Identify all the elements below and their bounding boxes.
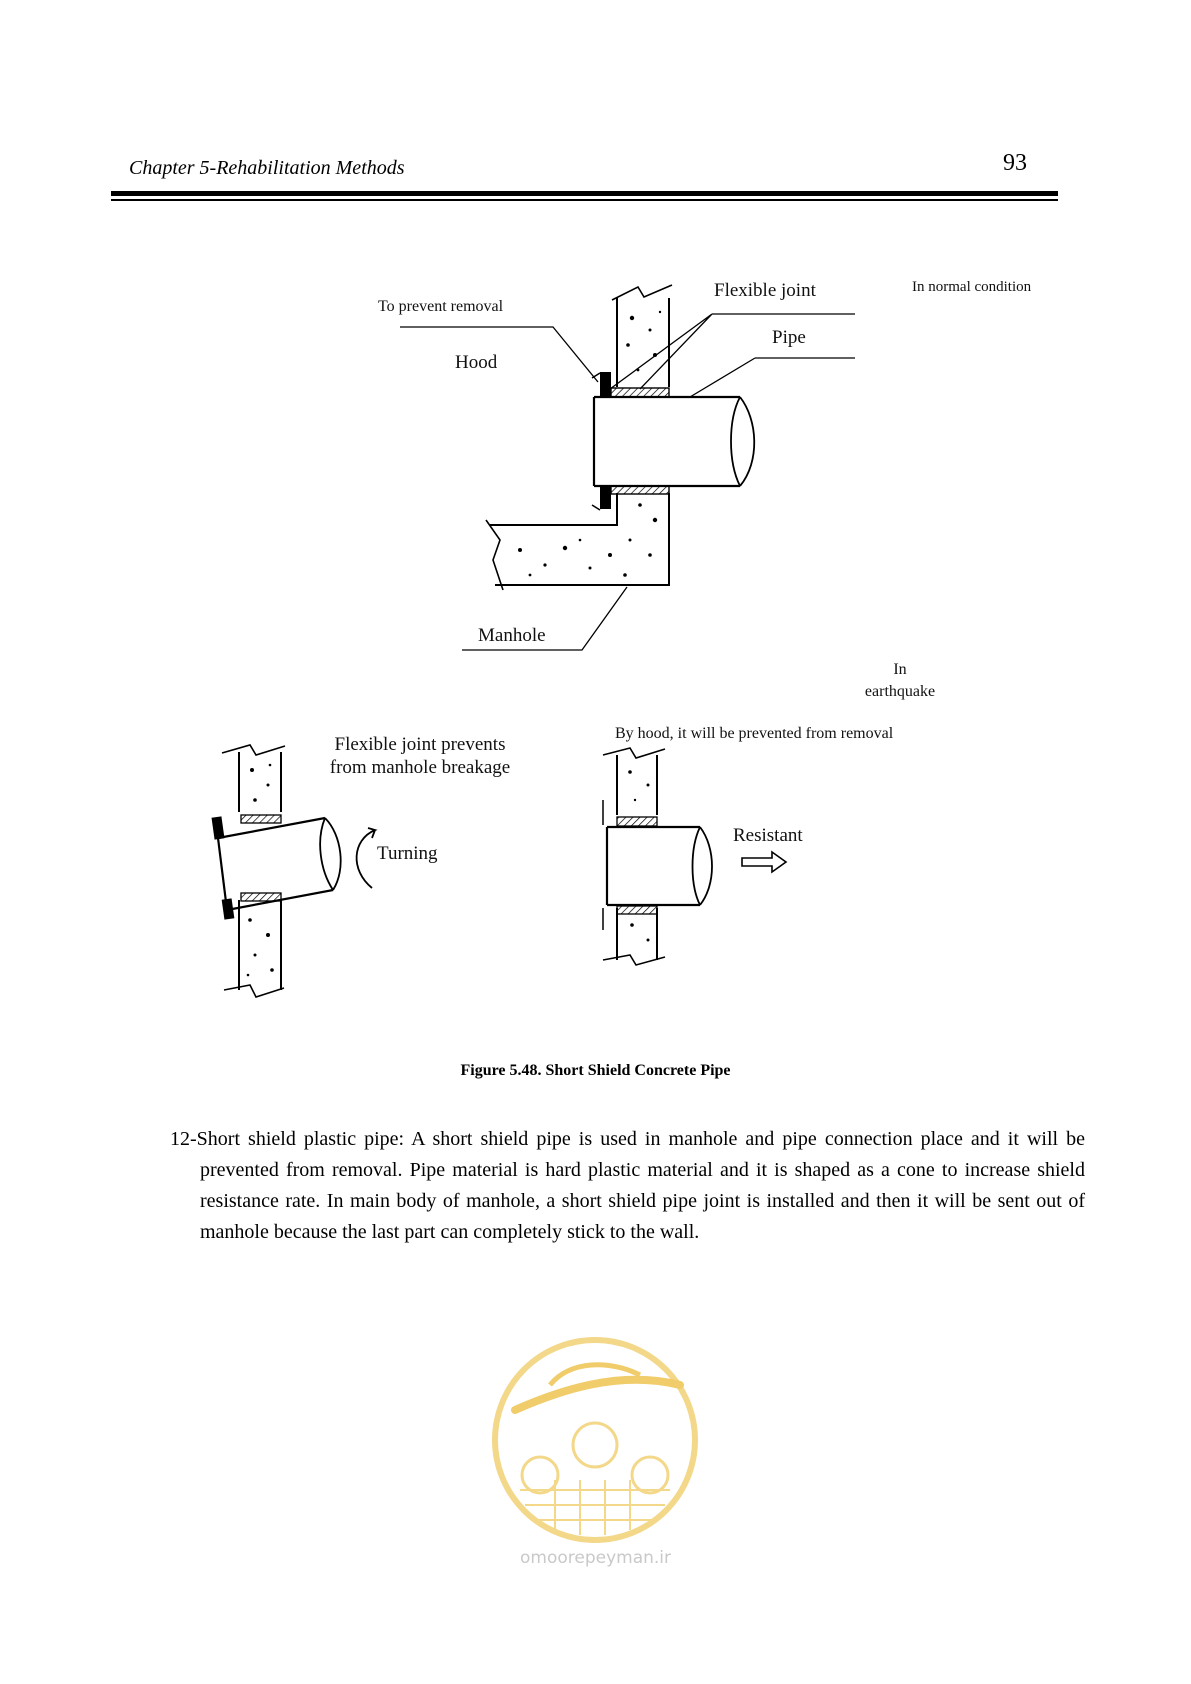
slab-break [486, 520, 503, 590]
upper-wall [617, 298, 669, 387]
earthquake-right-diagram [603, 748, 786, 965]
turning-arrow [357, 828, 375, 888]
watermark-url: omoorepeyman.ir [519, 1548, 672, 1568]
normal-condition-diagram [486, 285, 754, 590]
earthquake-left-diagram [213, 745, 375, 997]
label-flex-prevents-1: Flexible joint prevents [334, 734, 506, 755]
label-to-prevent-removal: To prevent removal [378, 298, 504, 315]
pipe-outline [594, 397, 740, 486]
pipe-end [731, 397, 754, 486]
upper-wall-break [612, 285, 672, 300]
figure-caption: Figure 5.48. Short Shield Concrete Pipe [460, 1062, 731, 1079]
body-paragraph [170, 1124, 1085, 1248]
label-flex-prevents-2: from manhole breakage [329, 757, 511, 778]
label-hood: Hood [455, 352, 498, 373]
concrete-dots-top [518, 311, 661, 577]
page-number: 93 [1003, 150, 1027, 176]
label-pipe: Pipe [772, 327, 806, 348]
hood-upper [601, 373, 610, 395]
label-normal-condition: In normal condition [912, 279, 1032, 295]
omoorepeyman-seal-icon [490, 1330, 700, 1550]
resistant-arrow [742, 852, 786, 872]
hood-lower [601, 488, 610, 508]
label-manhole: Manhole [478, 625, 546, 646]
chapter-title: Chapter 5-Rehabilitation Methods [129, 157, 405, 179]
lower-flex-joint [611, 486, 669, 494]
label-turning: Turning [377, 843, 438, 864]
label-in-earthquake-1: In [893, 661, 907, 678]
label-in-earthquake-2: earthquake [864, 683, 936, 700]
label-by-hood: By hood, it will be prevented from removal [615, 725, 894, 742]
upper-flex-joint [611, 388, 669, 397]
label-resistant: Resistant [733, 825, 803, 846]
paragraph-text: 12-Short shield plastic pipe: A short shield pipe is used in manhole and pipe connection place and it will be prevented from removal. Pipe material is hard plastic material and it is shaped as a cone to increase shield resistance rate. In main body of manhole, a short shield pipe joint is installed and then it will be sent out of manhole because the last part can completely stick to the wall. [170, 1128, 1085, 1243]
label-flexible-joint: Flexible joint [714, 280, 816, 301]
concrete-dots-left [247, 764, 274, 977]
concrete-dots-right [628, 770, 649, 941]
